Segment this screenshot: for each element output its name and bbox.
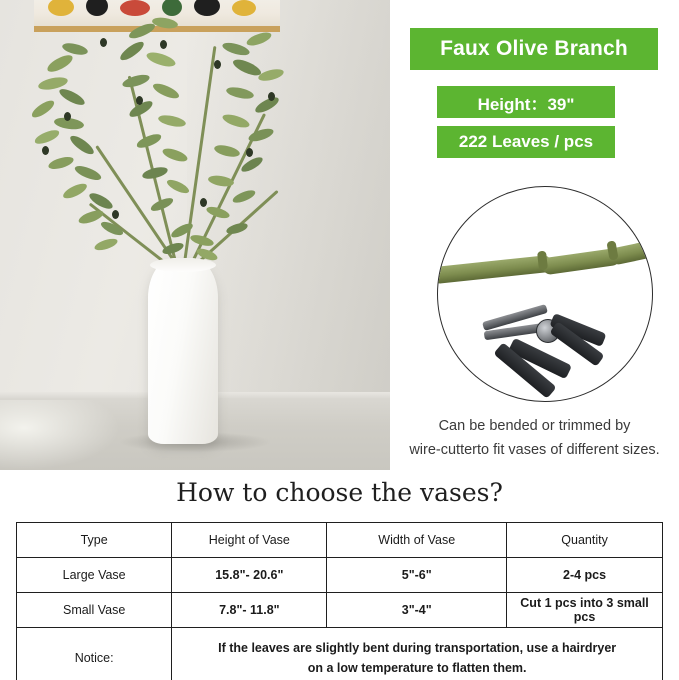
cell-height: 15.8"- 20.6": [172, 558, 327, 593]
vase-guide-table: [16, 522, 663, 680]
notice-line-1: If the leaves are slightly bent during transportation, use a hairdryer: [218, 641, 617, 655]
table-row: [17, 593, 663, 628]
table-header-row: [17, 523, 663, 558]
pliers-icon: [474, 307, 606, 393]
spec-badge-height: [437, 86, 615, 118]
column-header-quantity: Quantity: [507, 523, 663, 558]
floor-sunlight: [0, 400, 120, 470]
cell-width: 5"-6": [327, 558, 507, 593]
vase-mouth: [150, 258, 216, 272]
cell-type: Large Vase: [17, 558, 172, 593]
info-panel: [390, 0, 679, 470]
product-title-badge: [410, 28, 658, 70]
cell-height: 7.8"- 11.8": [172, 593, 327, 628]
column-header-height: Height of Vase: [172, 523, 327, 558]
spec-height-label: Height：39": [477, 94, 575, 114]
caption-line-1: Can be bended or trimmed by: [438, 418, 631, 434]
column-header-width: Width of Vase: [327, 523, 507, 558]
white-vase: [148, 258, 218, 444]
caption-line-2: wire-cutterto fit vases of different sizes.: [409, 442, 660, 458]
cell-quantity: 2-4 pcs: [507, 558, 663, 593]
product-photo: [0, 0, 390, 470]
notice-line-2: on a low temperature to flatten them.: [307, 661, 527, 675]
spec-badge-leaves: [437, 126, 615, 158]
usage-caption: [390, 414, 679, 462]
stem-closeup-inset: [437, 186, 653, 402]
wall-art: [34, 0, 280, 32]
section-heading: How to choose the vases?: [176, 478, 503, 507]
vase-guide-section: [0, 470, 679, 680]
notice-label: Notice:: [17, 628, 172, 680]
column-header-type: Type: [17, 523, 172, 558]
table-notice-row: [17, 628, 663, 680]
cell-width: 3"-4": [327, 593, 507, 628]
product-title: Faux Olive Branch: [440, 37, 628, 60]
notice-text: [172, 628, 663, 680]
stem-segment: [437, 255, 553, 284]
cell-quantity: Cut 1 pcs into 3 small pcs: [507, 593, 663, 628]
stem-node: [537, 251, 548, 271]
cell-type: Small Vase: [17, 593, 172, 628]
table-row: [17, 558, 663, 593]
spec-leaves-label: 222 Leaves / pcs: [458, 132, 594, 151]
